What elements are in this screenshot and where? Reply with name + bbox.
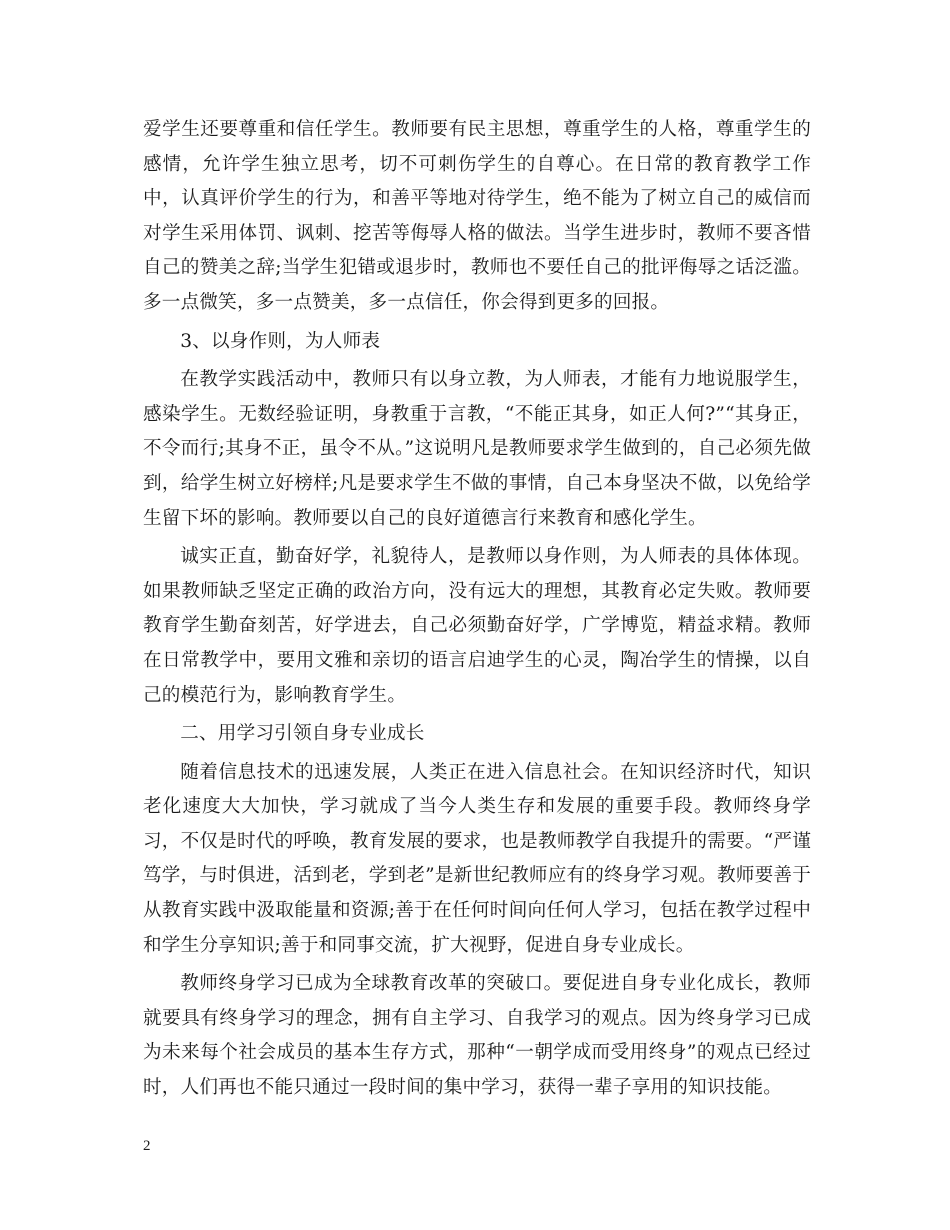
page-number: 2	[143, 1138, 151, 1154]
paragraph: 在教学实践活动中，教师只有以身立教，为人师表，才能有力地说服学生，感染学生。无数经验证明，身教重于言教，“不能正其身，如正人何?”“其身正，不令而行;其身不正，虽令不从。”这说明凡是教师要求学生做到的，自己必须先做到，给学生树立好榜样;凡是要求学生不做的事情，自己本身坚决不做，以免给学生留下坏的影响。教师要以自己的良好道德言行来教育和感化学生。	[143, 369, 811, 529]
page-body	[143, 113, 811, 1110]
paragraph: 爱学生还要尊重和信任学生。教师要有民主思想，尊重学生的人格，尊重学生的感情，允许学生独立思考，切不可刺伤学生的自尊心。在日常的教育教学工作中，认真评价学生的行为，和善平等地对待学生，绝不能为了树立自己的威信而对学生采用体罚、讽刺、挖苦等侮辱人格的做法。当学生进步时，教师不要吝惜自己的赞美之辞;当学生犯错或退步时，教师也不要任自己的批评侮辱之话泛滥。多一点微笑，多一点赞美，多一点信任，你会得到更多的回报。	[143, 119, 811, 313]
section-heading: 二、用学习引领自身专业成长	[180, 723, 425, 745]
section-heading: 3、以身作则，为人师表	[180, 330, 381, 352]
paragraph: 随着信息技术的迅速发展，人类正在进入信息社会。在知识经济时代，知识老化速度大大加快，学习就成了当今人类生存和发展的重要手段。教师终身学习，不仅是时代的呼唤，教育发展的要求，也是教师教学自我提升的需要。“严谨笃学，与时俱进，活到老，学到老”是新世纪教师应有的终身学习观。教师要善于从教育实践中汲取能量和资源;善于在任何时间向任何人学习，包括在教学过程中和学生分享知识;善于和同事交流，扩大视野，促进自身专业成长。	[143, 761, 811, 956]
paragraph: 诚实正直，勤奋好学，礼貌待人，是教师以身作则，为人师表的具体体现。如果教师缺乏坚定正确的政治方向，没有远大的理想，其教育必定失败。教师要教育学生勤奋刻苦，好学进去，自己必须勤奋好学，广学博览，精益求精。教师在日常教学中，要用文雅和亲切的语言启迪学生的心灵，陶冶学生的情操，以自己的模范行为，影响教育学生。	[143, 546, 811, 706]
paragraph: 教师终身学习已成为全球教育改革的突破口。要促进自身专业化成长，教师就要具有终身学习的理念，拥有自主学习、自我学习的观点。因为终身学习已成为未来每个社会成员的基本生存方式，那种“一朝学成而受用终身”的观点已经过时，人们再也不能只通过一段时间的集中学习，获得一辈子享用的知识技能。	[143, 973, 811, 1099]
